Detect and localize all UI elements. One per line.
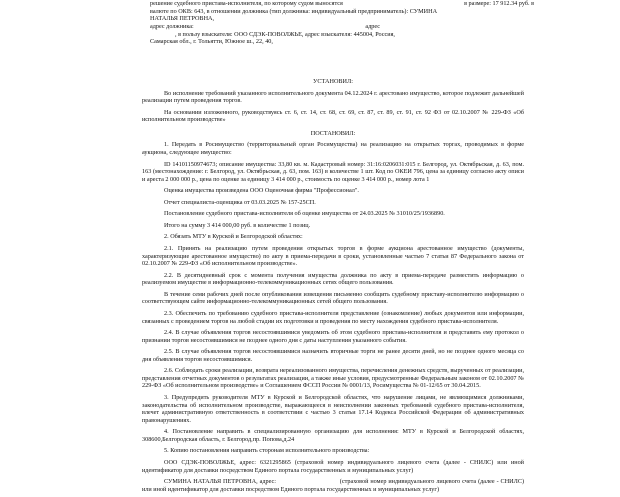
paragraph: 2.5. В случае объявления торгов несостоявшимися назначить вторичные торги не ранее десяти дней, но не позднее одного месяца со дня объявления торгов несостоявшимися. — [142, 348, 524, 363]
paragraph: 2.1. Принять на реализацию путем проведения открытых торгов в форме аукциона арестованное имущество (документы, характеризующие арестованное имущество) по акту в приема-передачи в сроки, установленные частью 7 статьи 87 Федерального закона от 02.10.2007 № 229-ФЗ «Об исполнительном производстве». — [142, 245, 524, 268]
paragraph: 3. Предупредить руководителя МТУ в Курской и Белгородской областях, что нарушение лицами, не являющимися должниками, законодательства об исполнительном производстве, выражающееся в неисполнении законных требований судебного пристава-исполнителя, влечет административную ответственность в соответствии с частью 3 статьи 17.14 Кодекса Российской Федерации об административных правонарушениях. — [142, 394, 524, 424]
document-header-fragment — [0, 0, 620, 56]
header-line: Самарская обл., г. Тольятти, Южное ш., 22, 40, — [150, 38, 273, 45]
header-line: валюте по ОКВ: 643, в отношении должника (тип должника: индивидуальный предприниматель): СУМИНА — [150, 8, 438, 15]
section-heading-ustanovil: УСТАНОВИЛ: — [313, 78, 353, 85]
header-line: адрес должника: — [150, 23, 194, 30]
recipient-item — [142, 478, 524, 493]
header-line: в размере: 17 912.34 руб. в — [464, 0, 534, 7]
recipient-rest: (далее - СНИЛС) или иной идентификатор для доставки посредством Единого портала государственных и муниципальных услуг) — [142, 478, 525, 493]
recipient-name: СУМИНА НАТАЛЬЯ ПЕТРОВНА, адрес: — [164, 478, 276, 486]
document-body — [142, 72, 524, 497]
paragraph: 2.2. В десятидневный срок с момента получения имущества должника по акту в приема-передаче разместить информацию о реализуемом имуществе в информационно-телекоммуникационных сетях общего пользования. — [142, 271, 524, 287]
paragraph: 2. Обязать МТУ в Курской и Белгородской областях: — [164, 233, 303, 241]
paragraph: 4. Постановление направить в специализированную организацию для исполнения: МТУ в Курской и Белгородской областях, 308600,Белгородская область, г. Белгород,пр. Попова,д.24 — [142, 428, 524, 443]
section-heading-postanovil: ПОСТАНОВИЛ: — [310, 129, 356, 137]
recipient-item: ООО СДЭК-ПОВОЛЖЬЕ, адрес: 6321295865 (страховой номер индивидуального лицевого счета (далее - СНИЛС) или иной идентификатор для доставки посредством Единого портала государственных и муниципальных услуг) — [142, 458, 524, 474]
paragraph: 5. Копию постановления направить сторонам исполнительного производства: — [164, 447, 370, 455]
header-line: , в пользу взыскателя: ООО СДЭК-ПОВОЛЖЬЕ, адрес взыскателя: 445004, Россия, — [175, 31, 395, 38]
paragraph: Во исполнение требований указанного исполнительного документа 04.12.2024 г. арестовано имущество, которое подлежит дальнейшей реализации путем проведения торгов. — [142, 89, 524, 105]
recipient-snils: (страховой номер индивидуального лицевого счета — [339, 478, 477, 486]
total-line: Итого на сумму 3 414 000,00 руб. в количестве 1 позиц. — [164, 221, 311, 229]
paragraph: Отчет специалиста-оценщика от 03.03.2025 № 157-25СП. — [164, 198, 316, 206]
paragraph: В течение семи рабочих дней после опубликования извещения письменно сообщить судебному приставу-исполнителю информацию о соответствующем сайте информационно-телекоммуникационных сетей общего пользования. — [142, 290, 524, 306]
paragraph: Оценка имущества произведена ООО Оценочная фирма "Профессионал". — [164, 187, 359, 195]
paragraph: 2.3. Обеспечить по требованию судебного пристава-исполнителя представление (ознакомление) любых документов или информации, связанных с проведением торгов на любой стадии их подготовки и проведения по месту нахождения судебного пристава-исполнителя. — [142, 309, 524, 325]
header-line: решение судебного пристава-исполнителя, по которому судом выносятся — [150, 0, 343, 7]
paragraph: 1. Передать в Росимущество (территориальный орган Росимущества) на реализацию на открытых торгах, проводимых в форме аукциона, следующее имущество: — [142, 141, 524, 156]
paragraph: 2.4. В случае объявления торгов несостоявшимися уведомить об этом судебного пристава-исполнителя и представить ему протокол о признании торгов несостоявшимися не позднее одного дня с даты наступления указанного события. — [142, 329, 524, 344]
property-description: ID 14101150974673; описание имущества: 33,80 кв. м. Кадастровый номер: 31:16:0206031:015 г. Белгород, ул. Октябрьская, д. 63, пом. 163 (местонахождение: г. Белгород, ул. Октябрьская, д. 63, пом. 163) в количестве 1 шт. Код по ОКЕИ 796, цена за единицу согласно акту описи и ареста 2 000 000 р., цена по оценке за единицу 3 414 000 р., стоимость по оценке 3 414 000 р., номер лота 1 — [142, 160, 524, 183]
paragraph: Постановление судебного пристава-исполнителя об оценке имущества от 24.03.2025 № 31010/25/1936890. — [164, 210, 445, 218]
paragraph: 2.6. Соблюдать сроки реализации, возврата нереализованного имущества, перечисления денежных средств, вырученных от реализации, представления отчетных документов о результатах реализации, а также иные условия, предусмотренные Федеральным законом от 02.10.2007 № 229-ФЗ «Об исполнительном производстве» и Соглашением ФССП России № 0001/13, Росимущества № 01-12/65 от 30.04.2015. — [142, 367, 524, 390]
debtor-name: НАТАЛЬЯ ПЕТРОВНА, — [150, 15, 215, 22]
header-line: адрес — [365, 23, 380, 30]
paragraph: На основании изложенного, руководствуясь ст. 6, ст. 14, ст. 68, ст. 69, ст. 87, ст. 89, ст. 91, ст. 92 Ф3 от 02.10.2007 № 229-ФЗ «Об исполнительном производстве» — [142, 108, 524, 124]
